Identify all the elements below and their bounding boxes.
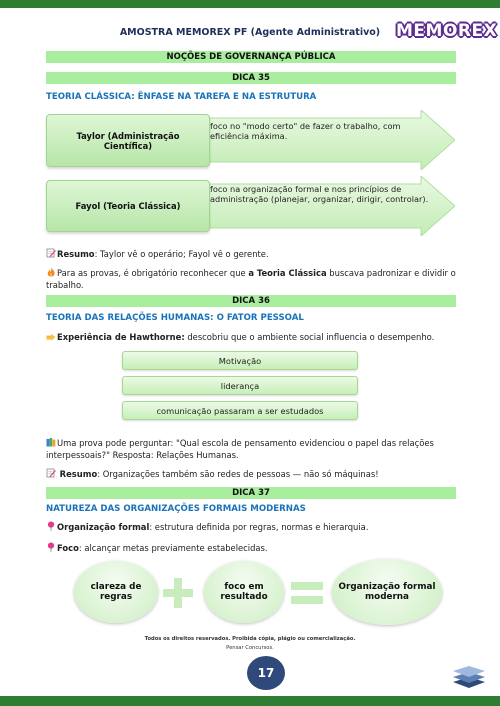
item2-label: Foco — [57, 543, 79, 553]
equals-icon — [290, 580, 324, 606]
hawthorne-experience — [46, 331, 460, 344]
pin-icon — [46, 542, 56, 552]
circle-foco-resultado: foco em resultado — [204, 561, 284, 623]
logo-text: MEMOREX — [396, 21, 498, 41]
top-bar — [0, 0, 500, 8]
dica-36-band: DICA 36 — [46, 295, 456, 307]
exam-question — [46, 437, 460, 461]
resumo-label: Resumo — [59, 469, 98, 479]
tip-text-start: Para as provas, é obrigatório reconhecer que — [57, 268, 249, 278]
tip-text-end: buscava padronizar e dividir o trabalho. — [46, 268, 456, 290]
dica-36-title: TEORIA DAS RELAÇÕES HUMANAS: O FATOR PESSOAL — [46, 313, 304, 323]
dica-37-title: NATUREZA DAS ORGANIZAÇÕES FORMAIS MODERNAS — [46, 504, 306, 514]
layers-stack-icon — [452, 664, 486, 690]
dica-37-band: DICA 37 — [46, 487, 456, 499]
question-text: Uma prova pode perguntar: "Qual escola de pensamento evidenciou o papel das relações interpessoais?" Resposta: Relações Humanas. — [46, 438, 434, 460]
memo-icon — [46, 248, 56, 258]
pin-icon — [46, 521, 56, 531]
foco-item — [46, 542, 460, 555]
circle-organizacao-formal-moderna: Organização formal moderna — [332, 559, 442, 625]
dica-35-band: DICA 35 — [46, 72, 456, 84]
hawthorne-text: descobriu que o ambiente social influencia o desempenho. — [184, 332, 435, 342]
hawthorne-label: Experiência de Hawthorne: — [57, 332, 185, 342]
fayol-label: Fayol (Teoria Clássica) — [46, 180, 210, 232]
item2-text: : alcançar metas previamente estabelecidas. — [78, 543, 268, 553]
document-title: AMOSTRA MEMOREX PF (Agente Administrativo) — [119, 27, 381, 38]
subject-band: NOÇÕES DE GOVERNANÇA PÚBLICA — [46, 51, 456, 63]
plus-icon — [162, 577, 194, 609]
tip-text-bold: a Teoria Clássica — [248, 268, 327, 278]
bottom-bar — [0, 696, 500, 706]
dica-35-tip — [46, 267, 460, 291]
fire-icon — [46, 267, 56, 277]
memorex-logo — [396, 16, 498, 46]
dica-35-title: TEORIA CLÁSSICA: ÊNFASE NA TAREFA E NA ESTRUTURA — [46, 92, 317, 102]
pointing-hand-icon — [46, 331, 56, 341]
pill-lideranca: liderança — [122, 376, 358, 395]
fayol-description: foco na organização formal e nos princípios de administração (planejar, organizar, dirigir, controlar). — [210, 184, 429, 204]
pill-comunicacao: comunicação passaram a ser estudados — [122, 401, 358, 420]
page-number-badge: 17 — [247, 656, 285, 690]
pill-motivacao: Motivação — [122, 351, 358, 370]
resumo-text: : Organizações também são redes de pessoas — não só máquinas! — [97, 469, 379, 479]
item1-label: Organização formal — [57, 522, 150, 532]
footer-rights: Todos os direitos reservados. Proibida cópia, plágio ou comercialização. — [144, 636, 356, 642]
resumo-label: Resumo — [57, 249, 95, 259]
resumo-text: : Taylor vê o operário; Fayol vê o gerente. — [94, 249, 269, 259]
item1-text: : estrutura definida por regras, normas e hierarquia. — [149, 522, 369, 532]
organizacao-formal-item — [46, 521, 460, 534]
dica-36-resumo — [46, 468, 460, 481]
taylor-description: foco no "modo certo" de fazer o trabalho, com eficiência máxima. — [210, 121, 401, 141]
memo-icon — [46, 468, 56, 478]
circle-clareza-regras: clareza de regras — [74, 561, 158, 623]
books-icon — [46, 437, 56, 447]
taylor-label: Taylor (Administração Científica) — [46, 114, 210, 167]
footer-brand: Pensar Concursos. — [226, 645, 274, 651]
dica-35-resumo — [46, 248, 460, 261]
